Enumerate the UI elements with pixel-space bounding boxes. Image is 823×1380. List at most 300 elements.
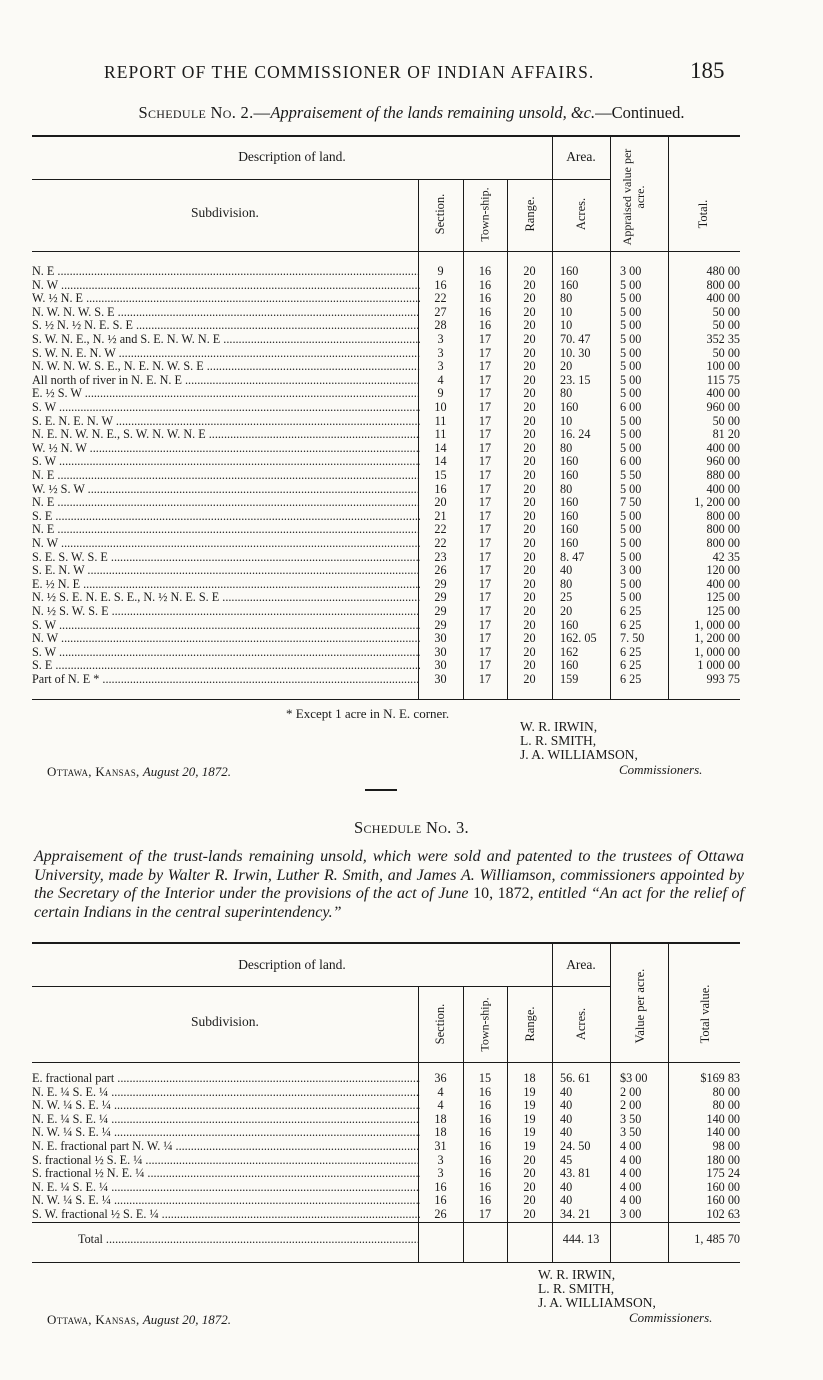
- schedule3-title: Schedule No. 3.: [353, 818, 469, 837]
- s2-cell-subdivision: S. E. N. W .....: [32, 564, 420, 577]
- s3-cell-total: 140 00: [706, 1111, 740, 1126]
- s3-cell-value: 4 00: [620, 1193, 642, 1208]
- s2-cell-acres: 160: [560, 522, 579, 537]
- s3-cell-acres: 40: [560, 1179, 573, 1194]
- s2-cell-section: 3: [437, 359, 444, 374]
- s2-cell-section: 23: [434, 549, 447, 564]
- s2-cell-section: 3: [437, 345, 444, 360]
- schedule3-description-num: 10, 1872,: [473, 885, 534, 902]
- s3-cell-range: 20: [523, 1179, 536, 1194]
- s2-cell-acres: 10: [560, 304, 573, 319]
- s2-cell-acres: 162: [560, 644, 579, 659]
- s2-cell-section: 14: [434, 440, 447, 455]
- s2-cell-range: 20: [523, 359, 536, 374]
- s3-cell-total: 140 00: [706, 1125, 740, 1140]
- s3-cell-range: 19: [523, 1084, 536, 1099]
- s2-cell-township: 17: [478, 617, 492, 632]
- s2-cell-value: 6 00: [620, 454, 642, 469]
- s3-cell-township: 16: [478, 1139, 492, 1153]
- s2-cell-total: 800 00: [706, 522, 740, 537]
- s2-cell-township: 17: [478, 359, 492, 374]
- s2-cell-range: 20: [523, 440, 536, 455]
- s2-cell-subdivision: W. ½ N. W .....: [32, 442, 420, 455]
- s2-cell-total: 1, 000 00: [694, 617, 740, 632]
- s2-cell-range: 20: [523, 617, 536, 632]
- s2-cell-acres: 80: [560, 576, 573, 591]
- s3-cell-subdivision: N. E. ¼ S. E. ¼ .....: [32, 1113, 420, 1126]
- s3-header-total: Total value.: [698, 984, 712, 1044]
- s2-cell-subdivision: N. E .....: [32, 265, 420, 278]
- schedule2-signature-2: L. R. SMITH,: [520, 733, 597, 748]
- s3-cell-subdivision: S. fractional ½ S. E. ¼ .....: [32, 1154, 420, 1167]
- s2-cell-value: 5 00: [620, 576, 642, 591]
- s2-cell-subdivision: S. W .....: [32, 619, 420, 632]
- s2-cell-subdivision: S. E. S. W. S. E .....: [32, 551, 420, 564]
- s3-header-acres: Acres.: [574, 1007, 588, 1041]
- header-description: Description of land.: [238, 149, 346, 164]
- s2-cell-value: 5 00: [620, 549, 642, 564]
- s3-cell-range: 20: [523, 1166, 536, 1181]
- s2-cell-range: 20: [523, 427, 536, 442]
- s2-cell-total: 400 00: [706, 481, 740, 496]
- s2-cell-total: 120 00: [706, 563, 740, 578]
- s2-cell-acres: 160: [560, 264, 579, 278]
- s2-cell-total: 480 00: [706, 264, 740, 278]
- s2-cell-value: 5 00: [620, 372, 642, 387]
- s3-cell-value: 3 00: [620, 1207, 642, 1221]
- s3-cell-acres: 24. 50: [560, 1139, 591, 1153]
- s2-cell-total: 115 75: [706, 372, 740, 387]
- s2-cell-total: 960 00: [706, 454, 740, 469]
- s2-cell-acres: 160: [560, 536, 579, 550]
- s3-cell-subdivision: N. E. fractional part N. W. ¼ .....: [32, 1140, 420, 1153]
- s2-cell-range: 20: [523, 522, 536, 537]
- s2-cell-total: 800 00: [706, 508, 740, 523]
- s3-cell-section: 3: [437, 1152, 444, 1167]
- s2-cell-total: 352 35: [706, 332, 740, 346]
- s2-cell-total: 125 00: [706, 590, 740, 605]
- s2-cell-section: 14: [434, 454, 447, 469]
- s2-cell-range: 20: [523, 277, 536, 292]
- s2-cell-section: 11: [434, 427, 447, 442]
- s2-cell-range: 20: [523, 468, 536, 482]
- s3-cell-value: 2 00: [620, 1098, 642, 1113]
- schedule3-dateline-date: August 20, 1872.: [142, 1312, 231, 1327]
- s2-cell-range: 20: [523, 400, 536, 414]
- s2-cell-acres: 80: [560, 440, 573, 455]
- s2-cell-range: 20: [523, 345, 536, 360]
- s2-cell-township: 17: [478, 672, 492, 686]
- s2-cell-value: 5 00: [620, 359, 642, 374]
- s2-cell-total: 42 35: [712, 549, 740, 564]
- header-acres: Acres.: [574, 197, 588, 231]
- schedule2-dateline-place: Ottawa, Kansas,: [47, 764, 140, 779]
- s3-cell-total: 80 00: [712, 1084, 740, 1099]
- s2-cell-range: 20: [523, 264, 536, 278]
- s2-cell-total: 1, 200 00: [694, 495, 740, 510]
- s2-cell-acres: 159: [560, 672, 579, 686]
- s3-cell-range: 19: [523, 1111, 536, 1126]
- s2-cell-section: 30: [434, 631, 447, 646]
- schedule3-description-b: entitled “An act for the relief of certain Indians in the central superintendency.”: [34, 885, 744, 921]
- s2-cell-value: 5 00: [620, 413, 642, 428]
- s2-cell-value: 5 00: [620, 386, 642, 401]
- s2-cell-range: 20: [523, 672, 536, 686]
- s2-cell-total: 100 00: [706, 359, 740, 374]
- s2-cell-township: 17: [478, 658, 492, 673]
- s3-cell-total: 102 63: [706, 1207, 740, 1221]
- s3-cell-acres: 40: [560, 1125, 573, 1140]
- s2-cell-township: 17: [478, 631, 492, 646]
- s2-cell-section: 16: [434, 277, 447, 292]
- s2-cell-total: 993 75: [706, 672, 740, 686]
- s2-cell-range: 20: [523, 304, 536, 319]
- s2-cell-subdivision: N. ½ S. E. N. E. S. E., N. ½ N. E. S. E .....: [32, 591, 420, 604]
- s3-header-value: Value per acre.: [633, 968, 647, 1044]
- s3-cell-subdivision: N. W. ¼ S. E. ¼ .....: [32, 1194, 420, 1207]
- s2-cell-value: 5 00: [620, 332, 642, 346]
- s3-cell-section: 18: [434, 1125, 447, 1140]
- s2-cell-value: 6 25: [620, 604, 642, 618]
- s2-cell-range: 20: [523, 332, 536, 346]
- schedule3-description-a: Appraisement of the trust-lands remaining unsold, which were sold and patented to the trustees of Ottawa University, made by Walter R. Irwin, Luther R. Smith, and James A. Williamson, commissioners appointed by the Secretary of the Interior under the provisions of the act of June: [34, 848, 744, 902]
- s2-cell-township: 17: [478, 481, 492, 496]
- s2-cell-township: 17: [478, 522, 492, 537]
- s2-cell-subdivision: E. ½ S. W .....: [32, 387, 420, 400]
- s2-cell-township: 17: [478, 495, 492, 510]
- s2-cell-range: 20: [523, 413, 536, 428]
- s3-cell-township: 16: [478, 1111, 492, 1126]
- s2-cell-value: 7. 50: [620, 631, 645, 646]
- s2-cell-section: 22: [434, 291, 447, 306]
- s2-cell-section: 11: [434, 413, 447, 428]
- s2-cell-acres: 25: [560, 590, 573, 605]
- s2-cell-subdivision: S. E .....: [32, 510, 420, 523]
- s2-cell-township: 17: [478, 386, 492, 401]
- s2-cell-total: 400 00: [706, 576, 740, 591]
- s2-cell-acres: 40: [560, 563, 573, 578]
- schedule2-footnote: * Except 1 acre in N. E. corner.: [286, 706, 450, 721]
- s2-cell-total: 1, 200 00: [694, 631, 740, 646]
- s3-cell-value: 3 50: [620, 1111, 642, 1126]
- s2-cell-subdivision: W. ½ S. W .....: [32, 483, 420, 496]
- s3-cell-acres: 40: [560, 1111, 573, 1126]
- s2-cell-acres: 80: [560, 386, 573, 401]
- s2-cell-section: 9: [437, 264, 444, 278]
- header-range: Range.: [523, 196, 537, 232]
- s2-cell-township: 17: [478, 536, 492, 550]
- s3-cell-total: 180 00: [706, 1152, 740, 1167]
- s2-cell-section: 29: [434, 590, 447, 605]
- s3-cell-section: 36: [434, 1071, 447, 1085]
- s3-cell-township: 16: [478, 1193, 492, 1208]
- s2-cell-acres: 160: [560, 454, 579, 469]
- s3-total-label: Total .....: [78, 1233, 420, 1246]
- schedule3-dateline-place: Ottawa, Kansas,: [47, 1312, 140, 1327]
- s2-cell-value: 5 00: [620, 291, 642, 306]
- s2-cell-value: 6 25: [620, 644, 642, 659]
- s2-cell-value: 5 00: [620, 427, 642, 442]
- s3-cell-acres: 43. 81: [560, 1166, 591, 1181]
- s2-cell-section: 29: [434, 604, 447, 618]
- s2-cell-acres: 10: [560, 413, 573, 428]
- s2-cell-range: 20: [523, 576, 536, 591]
- s2-cell-total: 880 00: [706, 468, 740, 482]
- s2-cell-township: 17: [478, 372, 492, 387]
- s3-cell-total: 160 00: [706, 1179, 740, 1194]
- s2-cell-subdivision: N. W. N. W. S. E., N. E. N. W. S. E .....: [32, 360, 420, 373]
- s2-cell-total: 800 00: [706, 277, 740, 292]
- s2-cell-section: 3: [437, 332, 444, 346]
- s2-cell-township: 16: [478, 291, 492, 306]
- header-subdivision: Subdivision.: [191, 205, 259, 220]
- s2-cell-acres: 160: [560, 508, 579, 523]
- s2-cell-total: 960 00: [706, 400, 740, 414]
- s2-cell-township: 17: [478, 563, 492, 578]
- s2-cell-acres: 160: [560, 400, 579, 414]
- s3-header-area: Area.: [566, 957, 596, 972]
- s2-cell-total: 1, 000 00: [694, 644, 740, 659]
- s2-cell-section: 22: [434, 522, 447, 537]
- s2-cell-subdivision: S. W .....: [32, 401, 420, 414]
- s3-cell-section: 26: [434, 1207, 447, 1221]
- s3-cell-subdivision: N. W. ¼ S. E. ¼ .....: [32, 1126, 420, 1139]
- s2-cell-township: 17: [478, 400, 492, 414]
- s2-cell-acres: 20: [560, 359, 573, 374]
- s2-cell-value: 5 00: [620, 345, 642, 360]
- schedule2-commissioners: Commissioners.: [619, 762, 703, 777]
- s3-header-township: Town-ship.: [477, 997, 492, 1052]
- s3-header-section: Section.: [433, 1003, 447, 1045]
- s2-cell-range: 20: [523, 386, 536, 401]
- s3-cell-value: 2 00: [620, 1084, 642, 1099]
- s2-cell-acres: 20: [560, 604, 573, 618]
- s3-cell-section: 18: [434, 1111, 447, 1126]
- s2-cell-section: 29: [434, 617, 447, 632]
- s2-cell-range: 20: [523, 590, 536, 605]
- s2-cell-subdivision: S. W. N. E., N. ½ and S. E. N. W. N. E .....: [32, 333, 420, 346]
- header-appraised-value: Appraised value per acre.: [620, 148, 647, 246]
- schedule2-signature-1: W. R. IRWIN,: [520, 719, 598, 734]
- s3-cell-total: $169 83: [700, 1071, 740, 1085]
- s2-cell-subdivision: Part of N. E * .....: [32, 673, 420, 686]
- s2-cell-township: 17: [478, 332, 492, 346]
- s2-cell-subdivision: N. E .....: [32, 496, 420, 509]
- s2-cell-acres: 160: [560, 658, 579, 673]
- s3-cell-section: 16: [434, 1193, 447, 1208]
- s3-cell-value: 4 00: [620, 1139, 642, 1153]
- s2-cell-value: 3 00: [620, 264, 642, 278]
- s2-cell-range: 20: [523, 508, 536, 523]
- s2-cell-acres: 160: [560, 617, 579, 632]
- s2-cell-section: 21: [434, 508, 447, 523]
- report-title: REPORT OF THE COMMISSIONER OF INDIAN AFFAIRS.: [104, 62, 595, 82]
- s3-cell-section: 3: [437, 1166, 444, 1181]
- s2-cell-subdivision: W. ½ N. E .....: [32, 292, 420, 305]
- s3-cell-subdivision: N. E. ¼ S. E. ¼ .....: [32, 1181, 420, 1194]
- schedule2-caption-prefix: Schedule No. 2.—: [138, 103, 271, 122]
- s2-cell-range: 20: [523, 658, 536, 673]
- s2-cell-section: 30: [434, 658, 447, 673]
- s2-cell-value: 5 00: [620, 440, 642, 455]
- s2-cell-value: 5 50: [620, 468, 642, 482]
- s3-cell-value: 4 00: [620, 1166, 642, 1181]
- s2-cell-township: 16: [478, 304, 492, 319]
- s2-cell-township: 17: [478, 345, 492, 360]
- s2-cell-acres: 160: [560, 468, 579, 482]
- s3-cell-value: 4 00: [620, 1152, 642, 1167]
- s3-cell-section: 4: [437, 1084, 444, 1099]
- s3-cell-value: $3 00: [620, 1071, 648, 1085]
- s2-cell-total: 50 00: [712, 304, 740, 319]
- s2-cell-total: 125 00: [706, 604, 740, 618]
- s2-cell-acres: 10: [560, 318, 573, 333]
- s2-cell-range: 20: [523, 372, 536, 387]
- s3-cell-total: 160 00: [706, 1193, 740, 1208]
- s3-cell-total: 98 00: [712, 1139, 740, 1153]
- s2-cell-township: 17: [478, 454, 492, 469]
- s3-cell-township: 16: [478, 1166, 492, 1181]
- s3-cell-township: 16: [478, 1098, 492, 1113]
- s2-cell-range: 20: [523, 318, 536, 333]
- s2-cell-section: 10: [434, 400, 447, 414]
- page-number: 185: [690, 58, 725, 83]
- s2-cell-township: 17: [478, 427, 492, 442]
- s2-cell-total: 400 00: [706, 440, 740, 455]
- s2-cell-acres: 160: [560, 277, 579, 292]
- s2-cell-subdivision: E. ½ N. E .....: [32, 578, 420, 591]
- s2-cell-value: 7 50: [620, 495, 642, 510]
- header-section: Section.: [433, 193, 447, 235]
- s2-cell-subdivision: N. W .....: [32, 632, 420, 645]
- s2-cell-value: 3 00: [620, 563, 642, 578]
- s2-cell-section: 28: [434, 318, 447, 333]
- s2-cell-total: 1 000 00: [697, 658, 740, 673]
- s2-cell-subdivision: N. W. N. W. S. E .....: [32, 306, 420, 319]
- s2-cell-total: 400 00: [706, 386, 740, 401]
- s3-cell-range: 19: [523, 1098, 536, 1113]
- s2-cell-acres: 10. 30: [560, 345, 591, 360]
- s2-cell-total: 50 00: [712, 345, 740, 360]
- s2-cell-acres: 80: [560, 291, 573, 306]
- s2-cell-value: 5 00: [620, 590, 642, 605]
- s2-cell-subdivision: N. W .....: [32, 279, 420, 292]
- s3-cell-township: 15: [478, 1071, 492, 1085]
- s2-cell-township: 17: [478, 590, 492, 605]
- s2-cell-section: 29: [434, 576, 447, 591]
- s2-cell-subdivision: N. E .....: [32, 523, 420, 536]
- s2-cell-value: 6 25: [620, 617, 642, 632]
- s2-cell-section: 26: [434, 563, 447, 578]
- s3-cell-total: 175 24: [706, 1166, 740, 1181]
- s3-cell-range: 20: [523, 1207, 536, 1221]
- s2-cell-range: 20: [523, 563, 536, 578]
- s3-cell-range: 18: [523, 1071, 536, 1085]
- s2-cell-value: 6 00: [620, 400, 642, 414]
- s2-cell-total: 81 20: [712, 427, 740, 442]
- s3-cell-acres: 34. 21: [560, 1207, 591, 1221]
- s2-cell-section: 27: [434, 304, 447, 319]
- s2-cell-township: 17: [478, 604, 492, 618]
- s2-cell-township: 16: [478, 264, 492, 278]
- s2-cell-value: 6 25: [620, 672, 642, 686]
- s2-cell-value: 6 25: [620, 658, 642, 673]
- header-total: Total.: [696, 199, 710, 229]
- s2-cell-township: 17: [478, 644, 492, 659]
- s2-cell-section: 22: [434, 536, 447, 550]
- s3-header-description: Description of land.: [238, 957, 346, 972]
- s3-cell-township: 16: [478, 1125, 492, 1140]
- s2-cell-subdivision: N. ½ S. W. S. E .....: [32, 605, 420, 618]
- s3-cell-township: 16: [478, 1084, 492, 1099]
- s2-cell-subdivision: All north of river in N. E. N. E .....: [32, 374, 420, 387]
- s3-cell-subdivision: S. W. fractional ½ S. E. ¼ .....: [32, 1208, 420, 1221]
- s2-cell-acres: 23. 15: [560, 372, 591, 387]
- s3-cell-acres: 45: [560, 1152, 573, 1167]
- s3-cell-range: 20: [523, 1193, 536, 1208]
- s3-cell-total: 80 00: [712, 1098, 740, 1113]
- s2-cell-value: 5 00: [620, 508, 642, 523]
- s2-cell-acres: 16. 24: [560, 427, 591, 442]
- s2-cell-section: 30: [434, 672, 447, 686]
- s2-cell-range: 20: [523, 549, 536, 564]
- schedule3-signature-3: J. A. WILLIAMSON,: [538, 1295, 656, 1310]
- s3-cell-acres: 40: [560, 1098, 573, 1113]
- s2-cell-total: 400 00: [706, 291, 740, 306]
- s2-cell-value: 5 00: [620, 522, 642, 537]
- s3-cell-acres: 56. 61: [560, 1071, 591, 1085]
- s2-cell-subdivision: S. W. N. E. N. W .....: [32, 347, 420, 360]
- s2-cell-acres: 160: [560, 495, 579, 510]
- s3-cell-range: 19: [523, 1139, 536, 1153]
- s2-cell-value: 5 00: [620, 536, 642, 550]
- s2-cell-township: 16: [478, 318, 492, 333]
- s3-total-value: 1, 485 70: [694, 1232, 740, 1246]
- s2-cell-value: 5 00: [620, 304, 642, 319]
- s2-cell-acres: 162. 05: [560, 631, 597, 646]
- s3-cell-value: 4 00: [620, 1179, 642, 1194]
- s2-cell-subdivision: S. W .....: [32, 455, 420, 468]
- s3-cell-acres: 40: [560, 1084, 573, 1099]
- s2-cell-subdivision: N. E .....: [32, 469, 420, 482]
- s2-cell-total: 50 00: [712, 413, 740, 428]
- s2-cell-range: 20: [523, 536, 536, 550]
- s3-cell-subdivision: N. E. ¼ S. E. ¼ .....: [32, 1086, 420, 1099]
- s2-cell-township: 17: [478, 508, 492, 523]
- s2-cell-subdivision: S. E. N. E. N. W .....: [32, 415, 420, 428]
- schedule2-caption-title: Appraisement of the lands remaining unsold, &c.: [270, 103, 596, 122]
- s3-cell-township: 16: [478, 1179, 492, 1194]
- s2-cell-township: 17: [478, 549, 492, 564]
- s2-cell-subdivision: N. W .....: [32, 537, 420, 550]
- s2-cell-township: 17: [478, 413, 492, 428]
- s2-cell-range: 20: [523, 631, 536, 646]
- s3-cell-section: 4: [437, 1098, 444, 1113]
- schedule2-dateline-date: August 20, 1872.: [142, 764, 231, 779]
- s2-cell-section: 30: [434, 644, 447, 659]
- s2-cell-subdivision: S. E .....: [32, 659, 420, 672]
- s3-cell-acres: 40: [560, 1193, 573, 1208]
- s2-cell-range: 20: [523, 454, 536, 469]
- s2-cell-section: 20: [434, 495, 447, 510]
- s2-cell-township: 16: [478, 277, 492, 292]
- schedule2-caption-suffix: —Continued.: [595, 103, 685, 122]
- schedule3-signature-1: W. R. IRWIN,: [538, 1267, 616, 1282]
- s2-cell-range: 20: [523, 495, 536, 510]
- s2-cell-range: 20: [523, 604, 536, 618]
- s3-total-acres: 444. 13: [562, 1232, 600, 1246]
- s2-cell-township: 17: [478, 468, 492, 482]
